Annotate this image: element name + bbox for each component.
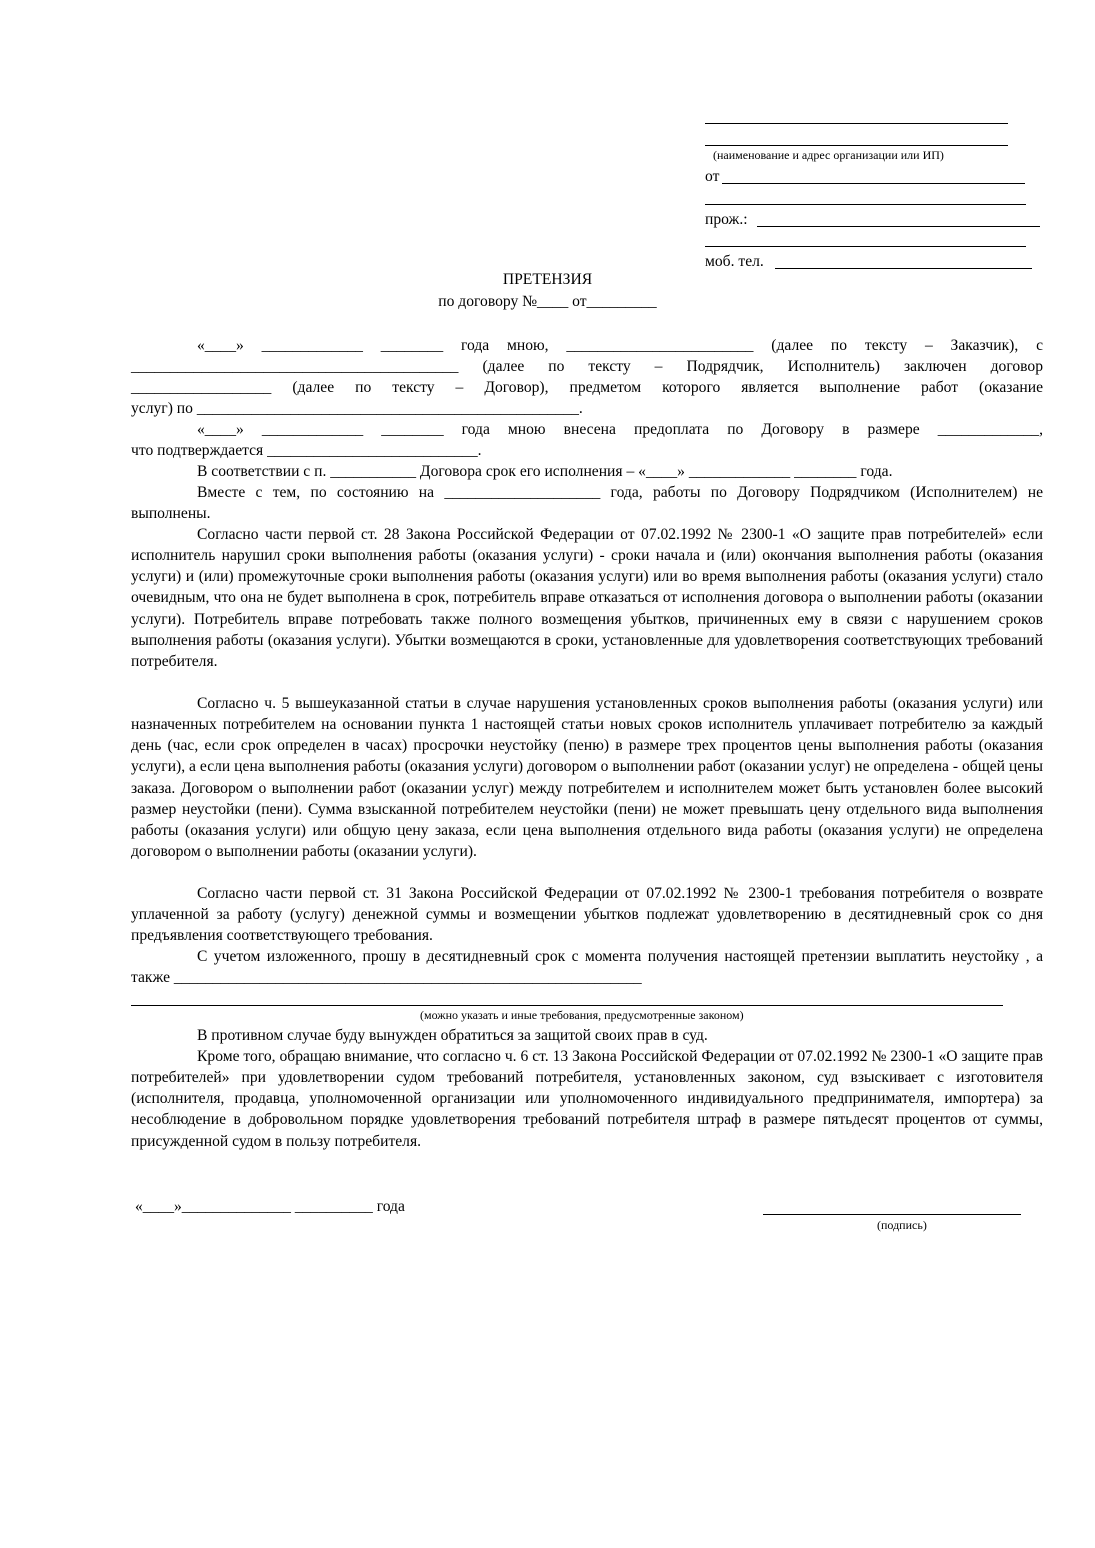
para1-line2: __________________________________________ (далее по тексту – Подрядчик, Исполнитель) заключен договор xyxy=(131,358,1043,375)
signature-line xyxy=(763,1214,1021,1215)
para-fine: Кроме того, обращаю внимание, что согласно ч. 6 ст. 13 Закона Российской Федерации от 07.02.1992 № 2300-1 «О защите прав потребителей» при удовлетворении судом требований потребителя, установленных законом, суд взыскивает с изготовителя (исполнителя, продавца, уполномоченной организации или уполномоченного индивидуального предпринимателя, импортера) за несоблюдение в добровольном порядке удовлетворения требований потребителя штраф в размере пятьдесят процентов от суммы, присужденной судом в пользу потребителя. xyxy=(131,1048,1043,1150)
from-line xyxy=(722,183,1025,184)
para2-line2: что подтверждается ___________________________. xyxy=(131,442,482,459)
phone-line xyxy=(775,268,1032,269)
para-not-done: Вместе с тем, по состоянию на ____________________ года, работы по Договору Подрядчиком (Исполнителем) не выполнены. xyxy=(131,484,1043,523)
org-address-line xyxy=(705,145,1008,146)
para1-line3: __________________ (далее по тексту – Договор), предметом которого является выполнение работ (оказание xyxy=(131,379,1043,396)
document-title: ПРЕТЕНЗИЯ xyxy=(502,271,593,288)
signature-caption: (подпись) xyxy=(877,1218,927,1232)
address-line xyxy=(757,226,1040,227)
para1-line1: «____» _____________ ________ года мною, ________________________ (далее по тексту – Заказчик), с xyxy=(197,337,1043,354)
org-caption: (наименование и адрес организации или ИП) xyxy=(713,148,944,162)
footer-date: «____»______________ __________ года xyxy=(135,1198,405,1215)
request-caption: (можно указать и иные требования, предусмотренные законом) xyxy=(420,1008,744,1022)
address-label: прож.: xyxy=(705,211,748,228)
request-line xyxy=(131,1005,1003,1006)
para-term: В соответствии с п. ___________ Договора срок его исполнения – «____» _____________ ________ года. xyxy=(197,463,893,480)
para-law-art28: Согласно части первой ст. 28 Закона Российской Федерации от 07.02.1992 № 2300-1 «О защите прав потребителей» если исполнитель нарушил сроки выполнения работы (оказания услуги) - сроки начала и (или) окончания выполнения работы (оказания услуги) и (или) промежуточные сроки выполнения работы (оказания услуги) или во время выполнения работы (оказания услуги) стало очевидным, что она не будет выполнена в срок, потребитель вправе отказаться от исполнения договора о выполнении работы (оказании услуги). Потребитель вправе потребовать также полного возмещения убытков, причиненных ему в связи с нарушением сроков выполнения работы (оказания услуги). Убытки возмещаются в сроки, установленные для удовлетворения соответствующих требований потребителя. xyxy=(131,526,1043,670)
from-line-2 xyxy=(705,204,1026,205)
para-court: В противном случае буду вынужден обратиться за защитой своих прав в суд. xyxy=(197,1027,708,1044)
org-name-line xyxy=(705,123,1008,124)
para-penalty: Согласно ч. 5 вышеуказанной статьи в случае нарушения установленных сроков выполнения работы (оказания услуги) или назначенных потребителем на основании пункта 1 настоящей статьи новых сроков исполнитель уплачивает потребителю за каждый день (час, если срок определен в часах) просрочки неустойку (пеню) в размере трех процентов цены выполнения работы (оказания услуги), а если цена выполнения работы (оказания услуги) договором о выполнении работ (оказании услуг) не определена - общей цены заказа. Договором о выполнении работ (оказании услуг) между потребителем и исполнителем может быть установлен более высокий размер неустойки (пени). Сумма взысканной потребителем неустойки (пени) не может превышать цену отдельного вида выполнения работы (оказания услуги) или общую цену заказа, если цена выполнения отдельного вида работы (оказания услуги) не определена договором о выполнении работы (оказании услуги). xyxy=(131,695,1043,861)
para-request: С учетом изложенного, прошу в десятидневный срок с момента получения настоящей претензии выплатить неустойку , а также ____________________________________________________________ xyxy=(131,948,1043,987)
address-line-2 xyxy=(705,246,1026,247)
from-label: от xyxy=(705,168,720,185)
document-subtitle: по договору №____ от_________ xyxy=(438,293,657,310)
para2-line1: «____» _____________ ________ года мною внесена предоплата по Договору в размере _____________, xyxy=(197,421,1043,438)
para1-line4: услуг) по _________________________________________________. xyxy=(131,400,583,417)
para-law-art31: Согласно части первой ст. 31 Закона Российской Федерации от 07.02.1992 № 2300-1 требования потребителя о возврате уплаченной за работу (услугу) денежной суммы и возмещении убытков подлежат удовлетворению в десятидневный срок со дня предъявления соответствующего требования. xyxy=(131,885,1043,945)
phone-label: моб. тел. xyxy=(705,253,764,270)
